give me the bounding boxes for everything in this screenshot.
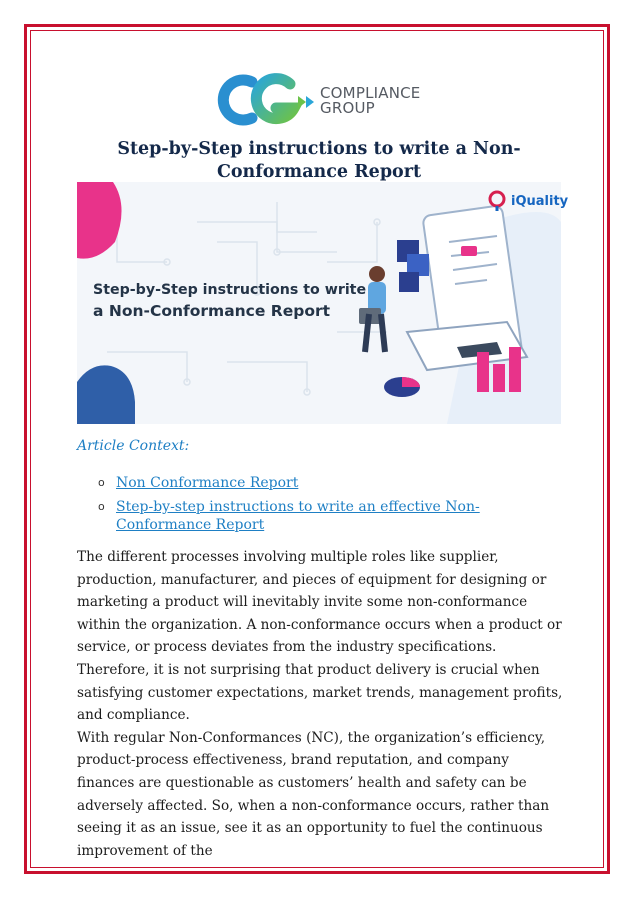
- iquality-brand: iQuality: [511, 194, 569, 209]
- page-title: Step-by-Step instructions to write a Non-Conformance Report: [117, 139, 521, 182]
- bullet-icon: o: [98, 476, 105, 489]
- logo-line1: COMPLIANCE: [320, 84, 421, 102]
- banner-headline-line1: Step-by-Step instructions to write: [93, 282, 367, 298]
- link-step-by-step-instructions[interactable]: Step-by-step instructions to write an effective Non-Conformance Report: [116, 499, 480, 533]
- article-context-list: [98, 474, 538, 540]
- article-context-label: Article Context:: [77, 438, 190, 454]
- logo-line2: GROUP: [320, 99, 375, 117]
- bullet-icon: o: [98, 500, 105, 513]
- iquality-logo-icon: [487, 190, 507, 212]
- list-item: [98, 474, 538, 492]
- link-non-conformance-report[interactable]: Non Conformance Report: [116, 475, 299, 491]
- body-paragraph-2: With regular Non-Conformances (NC), the organization’s efficiency, product-process effectiveness, brand reputation, and company finances are questionable as customers’ health and safety can be adversely affected. So, when a non-conformance occurs, rather than seeing it as an issue, see it as an opportunity to fuel the continuous improvement of the: [77, 729, 550, 859]
- logo-wordmark: [320, 86, 420, 116]
- article-body: [77, 546, 563, 862]
- banner-headline-line2: a Non-Conformance Report: [93, 302, 331, 320]
- body-paragraph-1: The different processes involving multiple roles like supplier, production, manufacturer, and pieces of equipment for designing or marketing a product will inevitably invite some non-conformance within the organization. A non-conformance occurs when a product or service, or process deviates from the industry specifications. Therefore, it is not surprising that product delivery is crucial when satisfying customer expectations, market trends, management profits, and compliance.: [77, 549, 563, 724]
- list-item: [98, 498, 538, 534]
- hero-banner: [77, 182, 569, 424]
